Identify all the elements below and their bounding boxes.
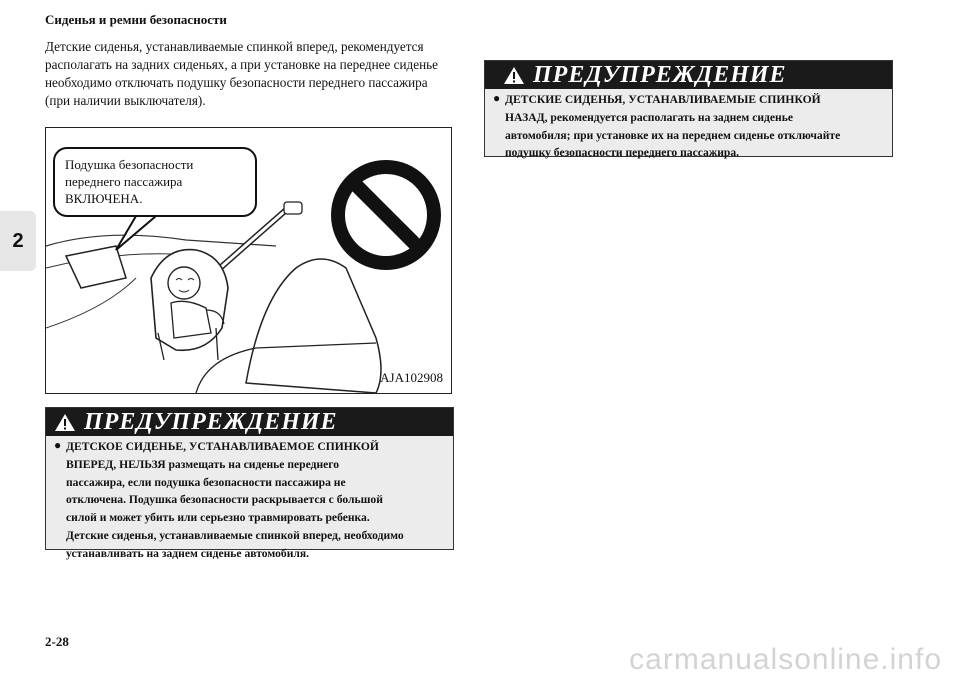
warning-triangle-icon (503, 66, 525, 85)
chapter-tab[interactable] (0, 211, 36, 271)
chapter-tab-label: 2 (12, 229, 24, 252)
warning-box-rearward-seat (484, 60, 893, 160)
figure-child-seat-front (45, 127, 452, 394)
page-number: 2-28 (45, 634, 69, 649)
intro-line: необходимо отключать подушку безопасности переднего пассажира (45, 75, 428, 90)
warning-box-forward-seat (45, 407, 454, 560)
warning-line: Детские сиденья, устанавливаемые спинкой вперед, необходимо (66, 528, 404, 542)
warning-line: автомобиля; при установке их на переднем сиденье отключайте (505, 128, 841, 142)
figure-code: AJA102908 (380, 370, 443, 385)
warning-line: ВПЕРЕД, НЕЛЬЗЯ размещать на сиденье переднего (66, 457, 340, 471)
warning-body (46, 436, 453, 567)
bullet: ● (493, 91, 501, 105)
warning-line: устанавливать на заднем сиденье автомобиля. (66, 546, 310, 560)
intro-line: Детские сиденья, устанавливаемые спинкой вперед, рекомендуется (45, 39, 424, 54)
warning-line: ДЕТСКОЕ СИДЕНЬЕ, УСТАНАВЛИВАЕМОЕ СПИНКОЙ (66, 440, 379, 453)
warning-line: подушку безопасности переднего пассажира. (505, 146, 740, 160)
airbag-status-bubble (53, 147, 257, 217)
warning-title-bar (46, 408, 453, 436)
bubble-line: переднего пассажира (65, 174, 183, 189)
bubble-line: Подушка безопасности (65, 157, 194, 172)
intro-paragraph (45, 38, 455, 110)
bullet: ● (54, 438, 62, 452)
warning-title-bar (485, 61, 892, 89)
warning-title: ПРЕДУПРЕЖДЕНИЕ (84, 409, 338, 435)
intro-line: располагать на задних сиденьях, а при установке на переднее сиденье (45, 57, 439, 72)
warning-title: ПРЕДУПРЕЖДЕНИЕ (533, 62, 787, 88)
warning-line: силой и может убить или серьезно травмировать ребенка. (66, 511, 370, 525)
warning-line: отключена. Подушка безопасности раскрывается с большой (66, 493, 383, 507)
warning-line: НАЗАД, рекомендуется располагать на заднем сиденье (505, 110, 794, 124)
no-entry-icon (331, 160, 441, 270)
section-header: Сиденья и ремни безопасности (45, 12, 227, 27)
intro-line: (при наличии выключателя). (45, 93, 206, 108)
warning-triangle-icon (54, 413, 76, 432)
bubble-line: ВКЛЮЧЕНА. (65, 191, 143, 206)
watermark: carmanualsonline.info (629, 643, 942, 676)
warning-line: пассажира, если подушка безопасности пассажира не (66, 475, 346, 489)
warning-line: ДЕТСКИЕ СИДЕНЬЯ, УСТАНАВЛИВАЕМЫЕ СПИНКОЙ (505, 93, 821, 106)
warning-body (485, 89, 892, 166)
